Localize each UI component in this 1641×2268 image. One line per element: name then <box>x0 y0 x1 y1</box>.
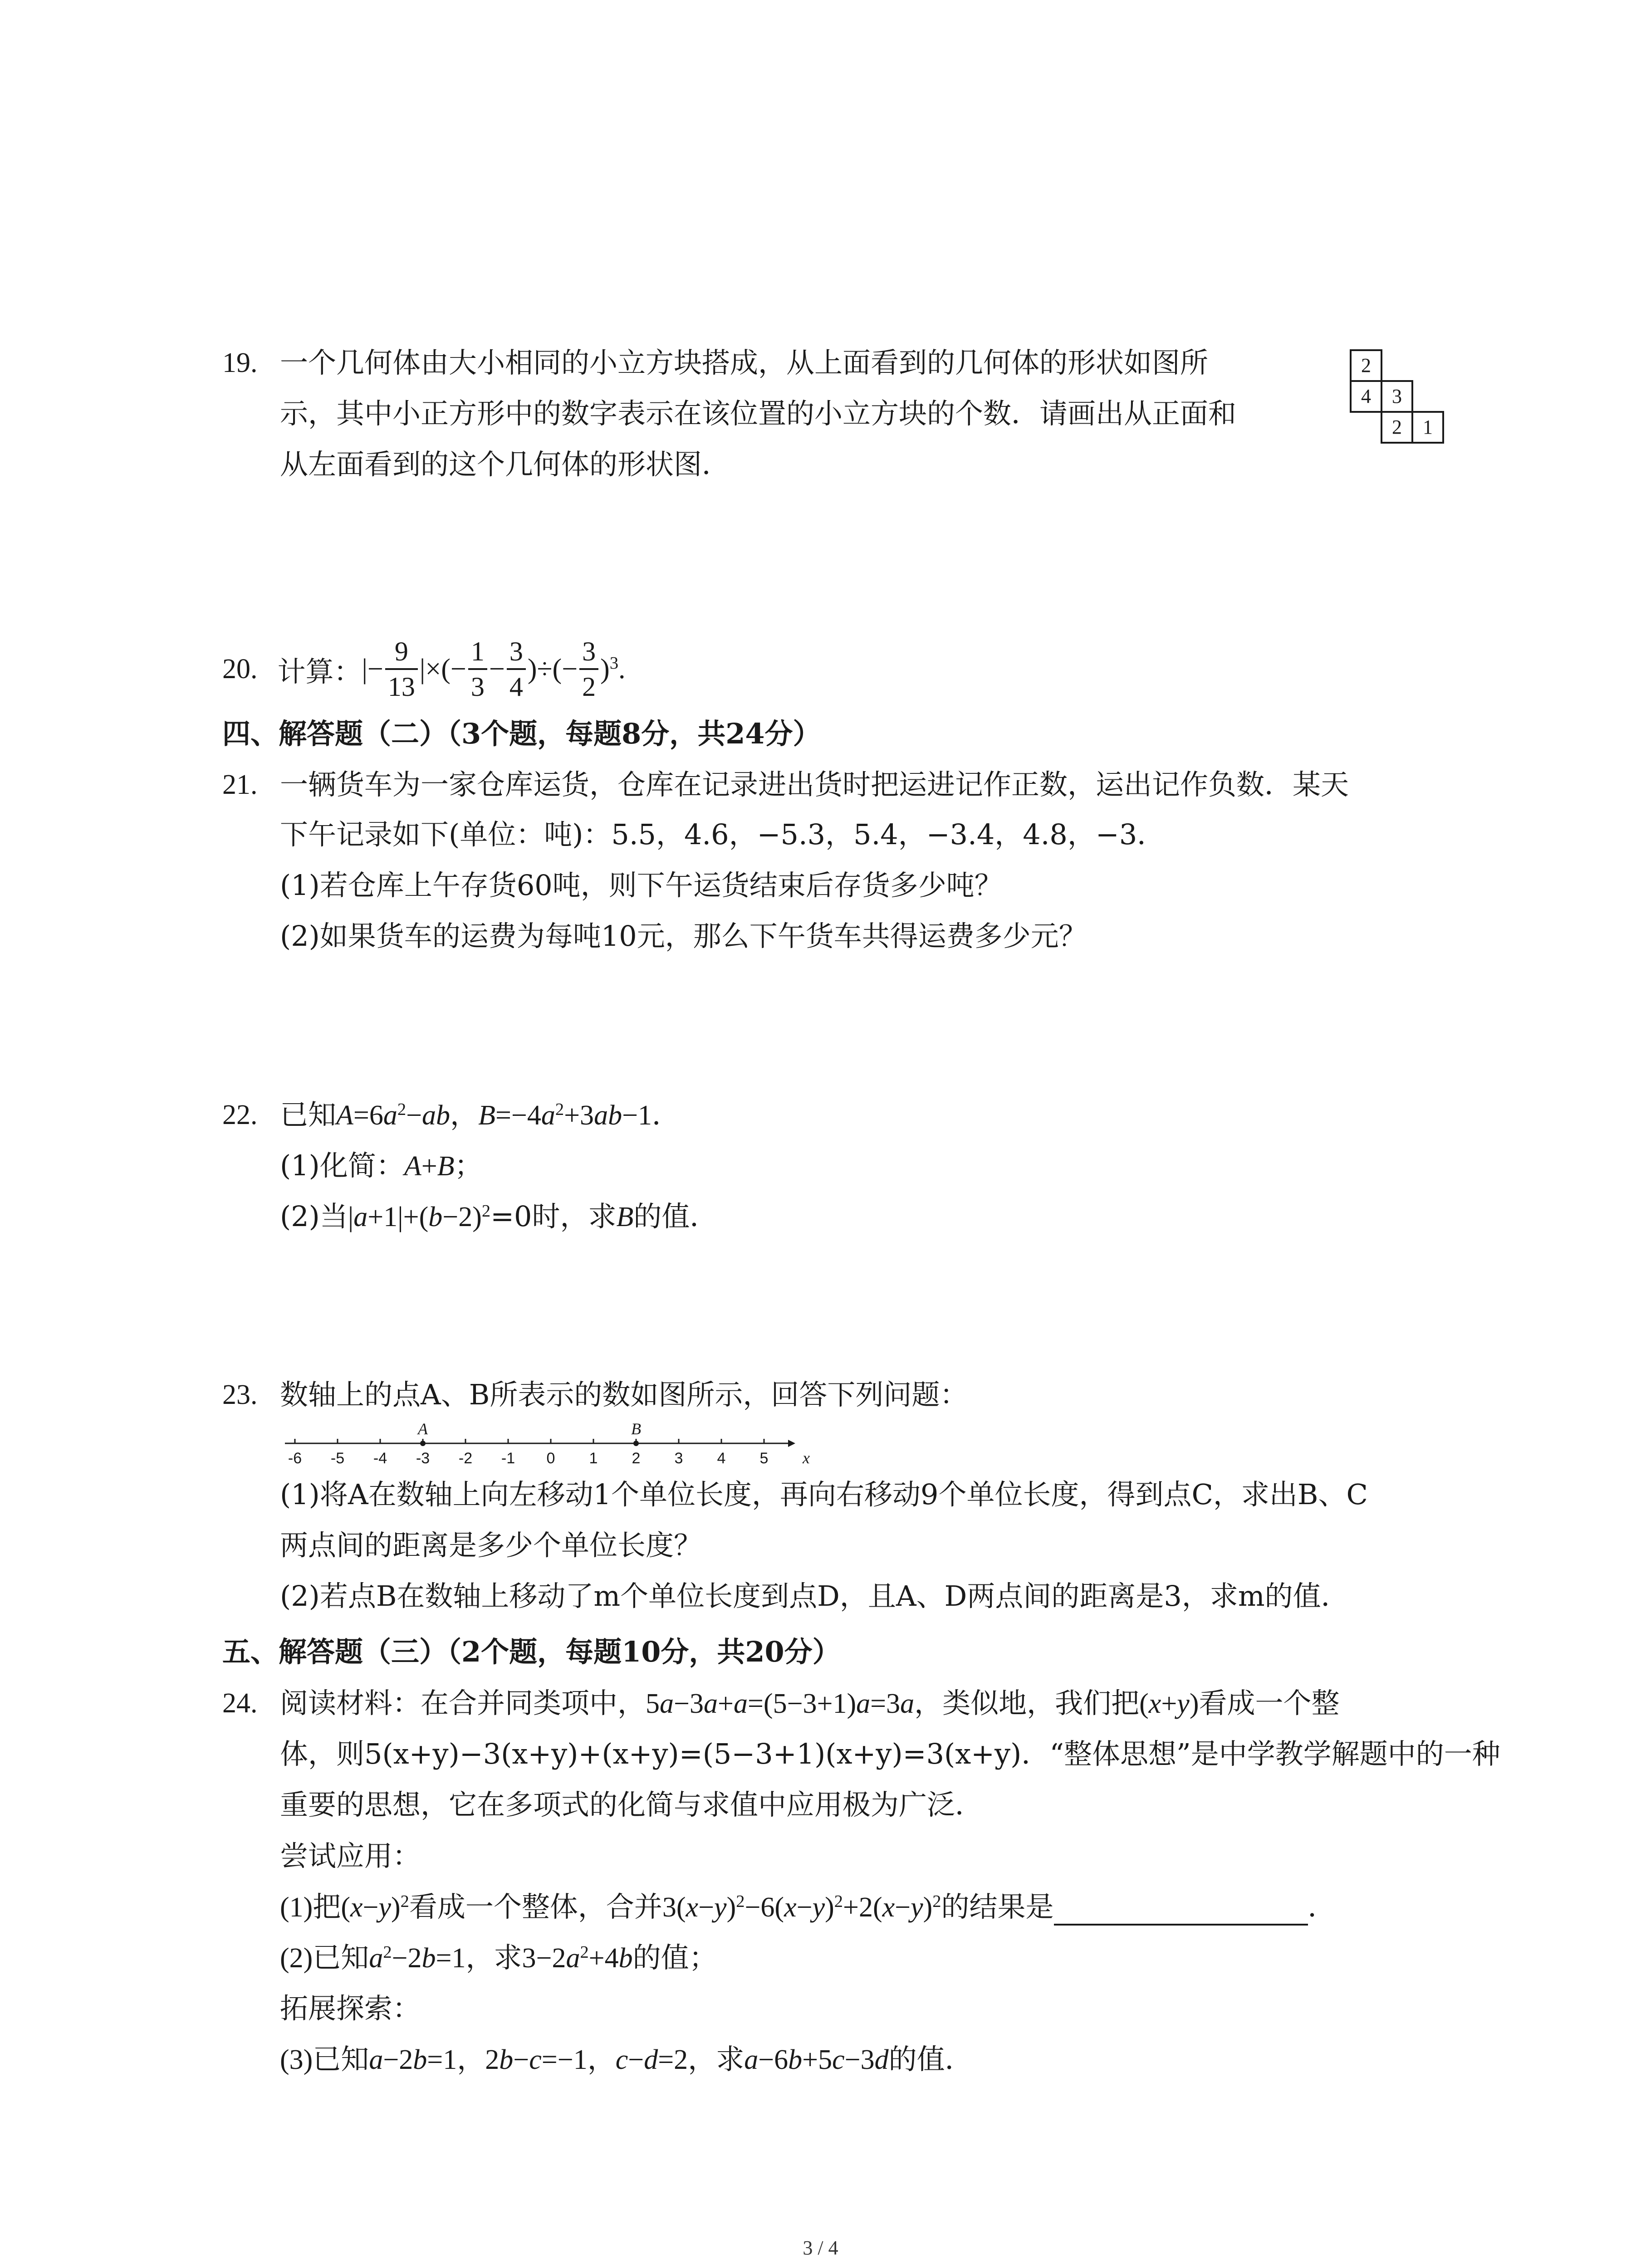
section-5-title: 五、解答题（三）（2个题，每题10分，共20分） <box>222 1635 841 1668</box>
point-b-dot <box>633 1441 639 1446</box>
q22-part1: (1)化简：A+B； <box>280 1149 483 1182</box>
tick-label: 2 <box>632 1450 641 1467</box>
tick-label: -2 <box>458 1450 473 1467</box>
q24-try-label: 尝试应用： <box>280 1839 421 1872</box>
number-line <box>281 1415 810 1474</box>
q24-text-line1: 阅读材料：在合并同类项中，5a−3a+a=(5−3+1)a=3a，类似地，我们把(x+y)看成一个整 <box>280 1686 1340 1720</box>
section-4-title: 四、解答题（二）（3个题，每题8分，共24分） <box>222 717 821 750</box>
q23-number: 23. <box>222 1379 258 1410</box>
tick-label: -6 <box>288 1450 302 1467</box>
tick-label: -1 <box>501 1450 515 1467</box>
q22-number: 22. <box>222 1100 258 1130</box>
tick-label: -4 <box>373 1450 387 1467</box>
fraction-9-13: $\frac{9}{13}$ <box>385 635 418 704</box>
q19-text-line2: 示，其中小正方形中的数字表示在该位置的小立方块的个数．请画出从正面和 <box>280 397 1237 430</box>
q19-text-line3: 从左面看到的这个几何体的形状图． <box>280 448 730 481</box>
point-a-dot <box>420 1441 426 1446</box>
q21-part2: (2)如果货车的运费为每吨10元，那么下午货车共得运费多少元？ <box>280 919 1087 953</box>
q19-number: 19. <box>222 347 258 378</box>
fraction-3-4: $\frac{3}{4}$ <box>507 635 526 704</box>
q24-part1: (1)把$(x-y)^2$看成一个整体，合并$3(x-y)^2-6(x-y)^2+2(x-y)^2$的结果是 ． <box>280 1889 1336 1926</box>
q24-text-line3: 重要的思想，它在多项式的化简与求值中应用极为广泛． <box>280 1788 984 1821</box>
q24-explore-label: 拓展探索： <box>280 1992 421 2025</box>
q20-number: 20. <box>222 653 258 684</box>
tick-label: 1 <box>589 1450 598 1467</box>
q21-part1: (1)若仓库上午存货60吨，则下午运货结束后存货多少吨？ <box>280 869 1003 902</box>
tick-label: -5 <box>330 1450 345 1467</box>
q23-part1-line2: 两点间的距离是多少个单位长度？ <box>280 1529 702 1562</box>
fraction-3-2: $\frac{3}{2}$ <box>579 635 598 704</box>
tick-label: -3 <box>416 1450 430 1467</box>
tick-label: 4 <box>717 1450 726 1467</box>
q24-number: 24. <box>222 1688 258 1719</box>
fraction-1-3: $\frac{1}{3}$ <box>468 635 487 704</box>
grid-cell: 1 <box>1411 411 1444 444</box>
grid-cell: 4 <box>1350 380 1382 413</box>
q24-part3: (3)已知a−2b=1，2b−c=−1，c−d=2，求a−6b+5c−3d的值． <box>280 2043 973 2076</box>
q22-part2: (2)当$|a+1|+(b-2)^2=0$时，求B的值． <box>280 1200 718 1233</box>
answer-blank[interactable] <box>1054 1897 1308 1926</box>
axis-label-x: x <box>803 1449 810 1467</box>
grid-cell: 2 <box>1381 411 1413 444</box>
axis-arrow <box>788 1440 795 1447</box>
q20-expression: 20. 计算： |− $\frac{9}{13}$ |×(− $\frac{1}{3}$ − $\frac{3}{4}$ )÷(− $\frac{3}{2}$ )$^3$. <box>222 631 626 708</box>
point-a-label: A <box>418 1420 428 1438</box>
q24-text-line2: 体，则5(x+y)−3(x+y)+(x+y)=(5−3+1)(x+y)=3(x+y)．“整体思想”是中学教学解题中的一种 <box>280 1737 1500 1770</box>
tick-label: 3 <box>674 1450 683 1467</box>
q19-text-line1: 一个几何体由大小相同的小立方块搭成，从上面看到的几何体的形状如图所 <box>280 346 1209 379</box>
q23-text-line1: 数轴上的点A、B所表示的数如图所示，回答下列问题： <box>280 1378 968 1411</box>
q21-text-line2: 下午记录如下(单位：吨)：5.5，4.6，−5.3，5.4，−3.4，4.8，−3． <box>280 818 1166 851</box>
q24-part2: (2)已知$a^2-2b=1$，求$3-2a^2+4b$的值； <box>280 1941 717 1974</box>
page-number: 3 / 4 <box>803 2237 838 2259</box>
q22-intro: 已知$A=6a^2-ab$，$B=-4a^2+3ab-1$． <box>280 1098 681 1131</box>
q20-prefix: 计算： <box>277 655 362 688</box>
q23-part2: (2)若点B在数轴上移动了m个单位长度到点D，且A、D两点间的距离是3，求m的值． <box>280 1579 1349 1613</box>
q21-number: 21. <box>222 769 258 800</box>
grid-cell: 2 <box>1350 349 1382 382</box>
q23-part1-line1: (1)将A在数轴上向左移动1个单位长度，再向右移动9个单位长度，得到点C，求出B、C <box>280 1478 1368 1511</box>
point-b-label: B <box>631 1420 641 1438</box>
grid-cell: 3 <box>1381 380 1413 413</box>
tick-label: 0 <box>546 1450 555 1467</box>
tick-label: 5 <box>759 1450 769 1467</box>
top-view-grid <box>1350 349 1454 454</box>
q21-text-line1: 一辆货车为一家仓库运货，仓库在记录进出货时把运进记作正数，运出记作负数．某天 <box>280 768 1349 801</box>
